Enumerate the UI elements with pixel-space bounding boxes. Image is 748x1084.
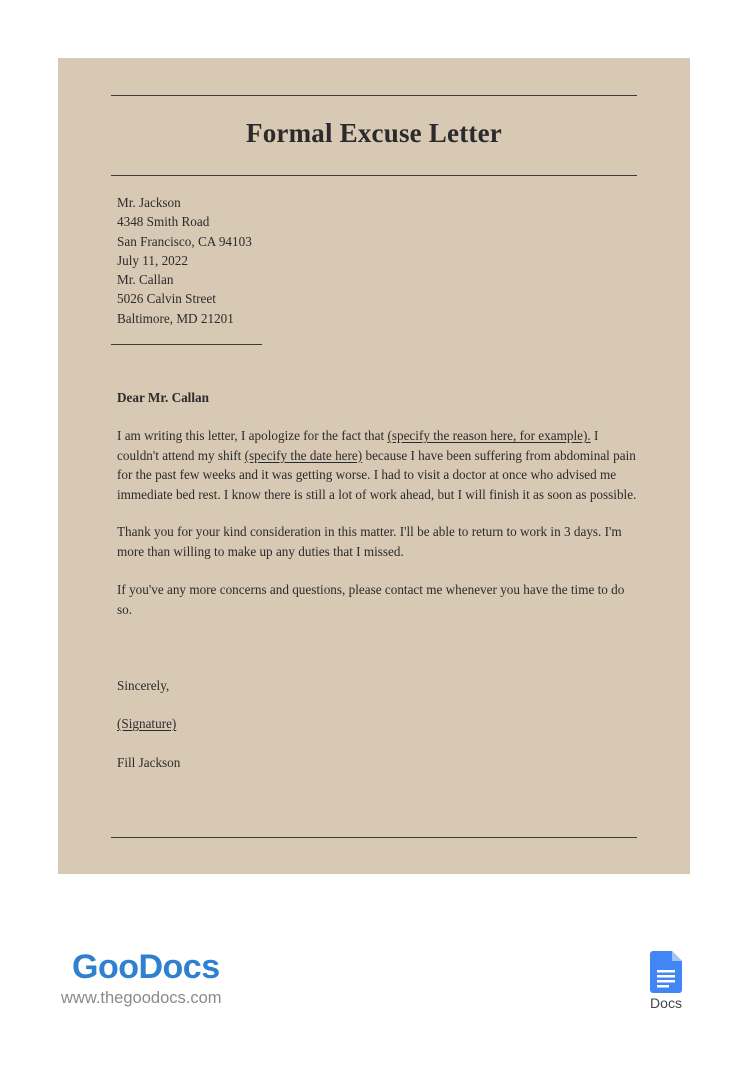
letter-title: Formal Excuse Letter [246,118,502,148]
paragraph-text: If you've any more concerns and questions, please contact me whenever you have the time to do so. [117,582,625,617]
address-line: July 11, 2022 [117,252,188,268]
address-line: 5026 Calvin Street [117,291,216,307]
paragraph-1 [117,426,637,504]
signature-text: (Signature) [117,716,177,731]
letter-page [58,58,690,874]
closing: Sincerely, [117,678,170,693]
bottom-rule [111,837,637,838]
date-placeholder: (specify the date here) [244,447,363,463]
address-block [117,193,252,328]
paragraph-text: I am writing this letter, I apologize for the fact that [117,428,388,443]
sender-name: Fill Jackson [117,755,181,770]
address-rule [111,344,262,345]
top-rule [111,95,637,96]
goodocs-logo[interactable]: GooDocs [72,948,220,986]
paragraph-text: Thank you for your kind consideration in this matter. I'll be able to return to work in 3 days. I'm more than willing to make up any duties that I missed. [117,524,622,559]
signature-placeholder [117,716,176,732]
website-link[interactable]: www.thegoodocs.com [61,989,222,1007]
address-line: 4348 Smith Road [117,214,210,230]
paragraph-text: because I have been suffering from abdominal pain for the past few weeks and it was getting worse. I had to visit a doctor at once who advised me immediate bed rest. I know there is still a lot of work ahead, but I will finish it as soon as possible. [117,447,637,502]
address-line: Mr. Jackson [117,195,181,210]
paragraph-3 [117,580,637,619]
address-line: San Francisco, CA 94103 [117,233,252,249]
docs-label: Docs [650,995,682,1011]
salutation: Dear Mr. Callan [117,390,209,405]
reason-placeholder: (specify the reason here, for example). [387,428,591,443]
paragraph-2 [117,522,637,561]
address-line: Baltimore, MD 21201 [117,310,234,326]
paragraph-text: I couldn't attend my shift [117,428,599,463]
address-line: Mr. Callan [117,272,174,288]
title-rule [111,175,637,176]
google-docs-icon[interactable] [650,951,682,993]
